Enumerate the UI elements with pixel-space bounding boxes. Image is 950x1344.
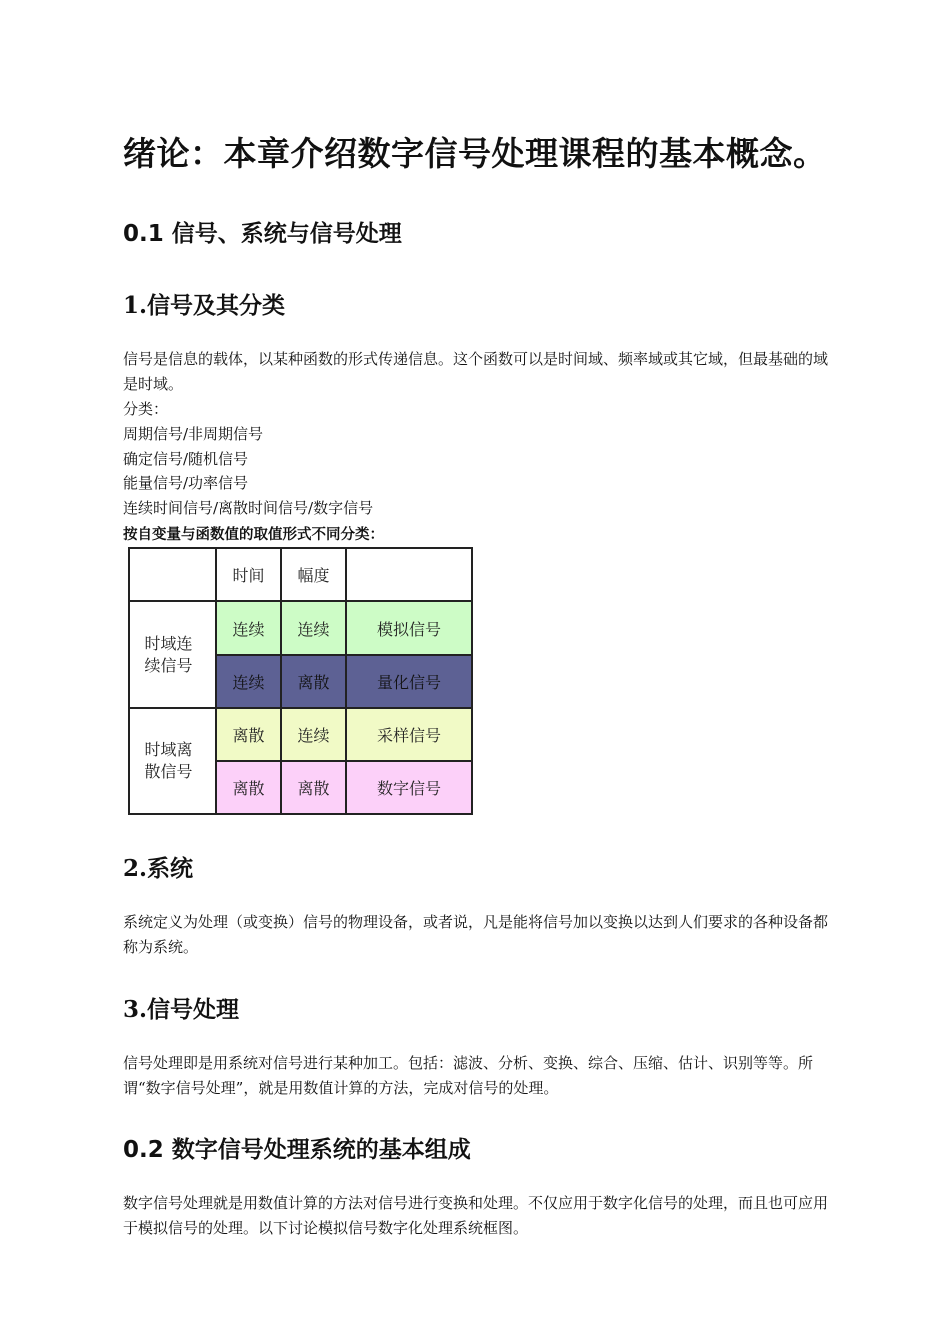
table-cell-signal-name: 采样信号 — [346, 708, 472, 761]
table-cell-signal-name: 模拟信号 — [346, 601, 472, 655]
classification-label: 分类： — [123, 400, 169, 418]
table-header-row — [129, 548, 472, 601]
table-row — [129, 601, 472, 655]
page-title: 绪论：本章介绍数字信号处理课程的基本概念。 — [123, 134, 827, 173]
table-cell-time: 连续 — [216, 601, 281, 655]
table-cell-signal-name: 数字信号 — [346, 761, 472, 814]
section-heading-0-2: 0.2 数字信号处理系统的基本组成 — [123, 1137, 471, 1163]
subsection-heading-signal-processing: 3.信号处理 — [123, 996, 240, 1023]
table-cell-amplitude: 离散 — [281, 655, 346, 708]
subsection-heading-signals: 1.信号及其分类 — [123, 292, 286, 319]
classification-item: 确定信号/随机信号 — [123, 450, 249, 468]
group-label-continuous-time — [129, 601, 216, 708]
section-heading-0-1: 0.1 信号、系统与信号处理 — [123, 221, 402, 247]
table-cell-time: 离散 — [216, 708, 281, 761]
subsection-heading-systems: 2.系统 — [123, 855, 194, 882]
table-header-time: 时间 — [216, 548, 281, 601]
group-label-text: 时域连续信号 — [144, 633, 193, 675]
table-cell-time: 连续 — [216, 655, 281, 708]
table-cell-amplitude: 连续 — [281, 601, 346, 655]
table-row — [129, 708, 472, 761]
table-header-cell — [129, 548, 216, 601]
classification-table-caption: 按自变量与函数值的取值形式不同分类： — [123, 527, 384, 543]
classification-item: 周期信号/非周期信号 — [123, 425, 264, 443]
table-header-amplitude: 幅度 — [281, 548, 346, 601]
signal-processing-paragraph: 信号处理即是用系统对信号进行某种加工。包括：滤波、分析、变换、综合、压缩、估计、识别等等。所谓“数字信号处理”，就是用数值计算的方法，完成对信号的处理。 — [123, 1054, 814, 1097]
group-label-discrete-time — [129, 708, 216, 814]
table-cell-time: 离散 — [216, 761, 281, 814]
table-cell-amplitude: 连续 — [281, 708, 346, 761]
group-label-text: 时域离散信号 — [144, 740, 193, 781]
dsp-system-paragraph: 数字信号处理就是用数值计算的方法对信号进行变换和处理。不仅应用于数字化信号的处理，而且也可应用于模拟信号的处理。以下讨论模拟信号数字化处理系统框图。 — [123, 1194, 829, 1237]
signal-classification-table — [128, 547, 473, 815]
classification-item: 能量信号/功率信号 — [123, 474, 249, 492]
table-cell-amplitude: 离散 — [281, 761, 346, 814]
table-cell-signal-name: 量化信号 — [346, 655, 472, 708]
classification-item: 连续时间信号/离散时间信号/数字信号 — [123, 499, 374, 517]
table-header-cell — [346, 548, 472, 601]
signal-definition-paragraph: 信号是信息的载体，以某种函数的形式传递信息。这个函数可以是时间域、频率域或其它域，但最基础的域是时域。 — [123, 350, 829, 393]
system-definition-paragraph: 系统定义为处理（或变换）信号的物理设备，或者说，凡是能将信号加以变换以达到人们要求的各种设备都称为系统。 — [123, 913, 829, 956]
